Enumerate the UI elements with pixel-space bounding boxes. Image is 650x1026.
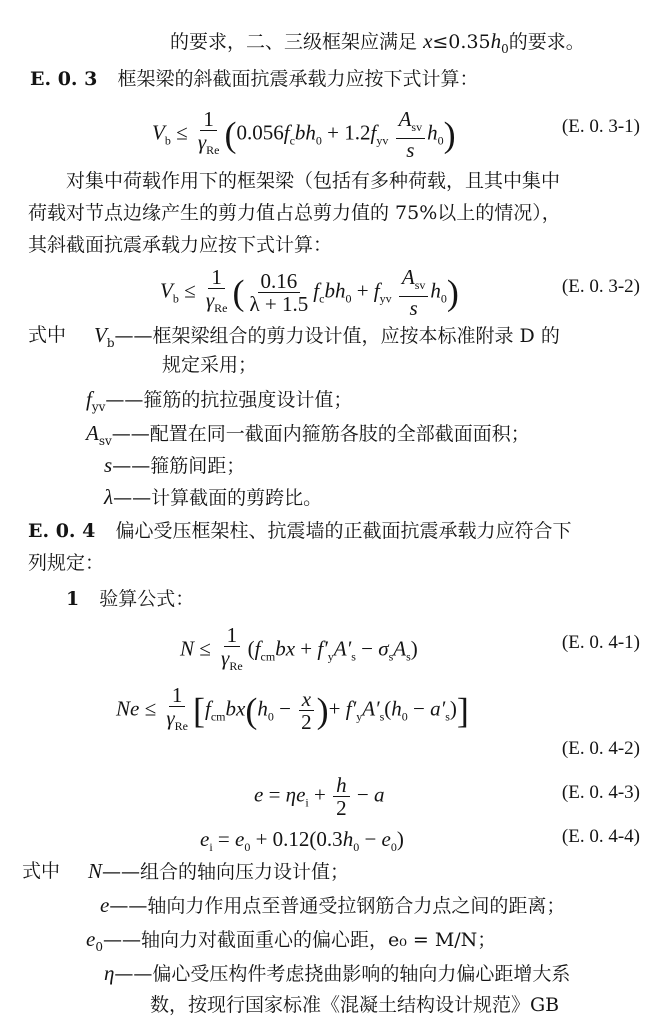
definition-item [94,322,560,356]
formula-e04-4: $e_i = e_0 + 0.12(0.3h_0 - e_0)$ [200,827,404,855]
definition-text: ——偏心受压构件考虑挠曲影响的轴向力偏心距增大系 [114,963,571,985]
symbol: s [104,453,113,477]
clause-text: 偏心受压框架柱、抗震墙的正截面抗震承载力应符合下 [115,520,572,542]
item-number: 1 [66,588,80,610]
text: 的要求。 [508,31,585,53]
definition-item [88,858,349,885]
symbol-h: h [490,29,502,53]
equation-number: (E. 0. 4-4) [561,826,640,847]
definition-item [104,960,570,987]
subscript: b [106,335,115,350]
item-text: 验算公式： [99,588,195,610]
definition-text: ——箍筋的抗拉强度设计值； [105,389,353,411]
equation-number: (E. 0. 3-2) [561,276,640,297]
subscript: 0 [501,41,509,56]
text: 的要求，二、三级框架应满足 [170,31,418,53]
paragraph-line [170,28,585,62]
clause-text: 框架梁的斜截面抗震承载力应按下式计算： [117,68,479,90]
symbol: e [86,927,96,951]
clause-number: E. 0. 3 [30,68,98,90]
formula-e03-2: $V_b$ ≤ $\frac{1}{\gamma_{Re}}$ ( $\frac{0.16}{\lambda + 1.5}$ $f_cbh_0 + f_{yv}$ $\frac{A_{sv}}{s}$ $h_0$) [160,265,459,321]
clause-e04 [28,518,571,544]
where-label: 式中 [22,860,61,882]
formula-e04-3: $e = \eta e_i$ + $\frac{h}{2}$ − a [254,773,385,820]
definition-item [86,926,496,960]
subscript: yv [91,399,106,414]
symbol: e [100,893,110,917]
equation-number: (E. 0. 3-1) [561,116,640,137]
equation-number: (E. 0. 4-1) [561,632,640,653]
where-label: 式中 [28,324,67,346]
definition-item [86,420,530,454]
symbol: V [94,323,107,347]
symbol-x: x [423,29,433,53]
symbol: η [104,961,115,985]
paragraph-line: 荷载对节点边缘产生的剪力值占总剪力值的 75%以上的情况）， [28,202,561,224]
definition-text: ——配置在同一截面内箍筋各肢的全部截面面积； [111,423,530,445]
text: ≤0.35 [432,31,491,53]
definition-text: ——轴向力对截面重心的偏心距，e₀ = M/N； [102,929,497,951]
definition-item [104,484,322,511]
subscript: sv [98,433,112,448]
formula-e04-2: Ne ≤ $\frac{1}{\gamma_{Re}}$ [$f_{cm}bx(h_0$ − $\frac{x}{2}$ )+ $f'_yA'_s(h_0 - a'_s)$] [116,683,469,735]
formula-e03-1: $V_b$ ≤ $\frac{1}{\gamma_{Re}}$ ($0.056f_cbh_0 + 1.2f_{yv}$ $\frac{A_{sv}}{s}$ $h_0$) [152,107,456,163]
symbol: f [86,387,92,411]
definition-item [100,892,565,919]
definition-text: ——轴向力作用点至普通受拉钢筋合力点之间的距离； [109,895,566,917]
symbol: N [88,859,103,883]
subscript: 0 [95,939,103,954]
symbol: A [86,421,99,445]
equation-number: (E. 0. 4-2) [561,738,640,759]
clause-number: E. 0. 4 [28,520,96,542]
formula-e04-1: N ≤ $\frac{1}{\gamma_{Re}}$ $(f_{cm}bx + f'_yA'_s - \sigma_sA_s)$ [180,623,418,674]
list-item [66,586,194,612]
definition-text: ——箍筋间距； [112,455,246,477]
equation-number: (E. 0. 4-3) [561,782,640,803]
definition-item: 规定采用； [162,354,258,376]
clause-text: 列规定： [28,552,105,574]
paragraph-line: 对集中荷载作用下的框架梁（包括有多种荷载，且其中集中 [66,170,561,192]
definition-item [104,452,245,479]
definition-text: ——组合的轴向压力设计值； [102,861,350,883]
definition-item [86,386,352,420]
clause-e03 [30,66,478,92]
definition-item: 数，按现行国家标准《混凝土结构设计规范》GB [150,994,560,1016]
symbol: λ [104,485,114,509]
definition-text: ——框架梁组合的剪力设计值，应按本标准附录 D 的 [114,325,560,347]
definition-text: ——计算截面的剪跨比。 [113,487,323,509]
paragraph-line: 其斜截面抗震承载力应按下式计算： [28,234,333,256]
